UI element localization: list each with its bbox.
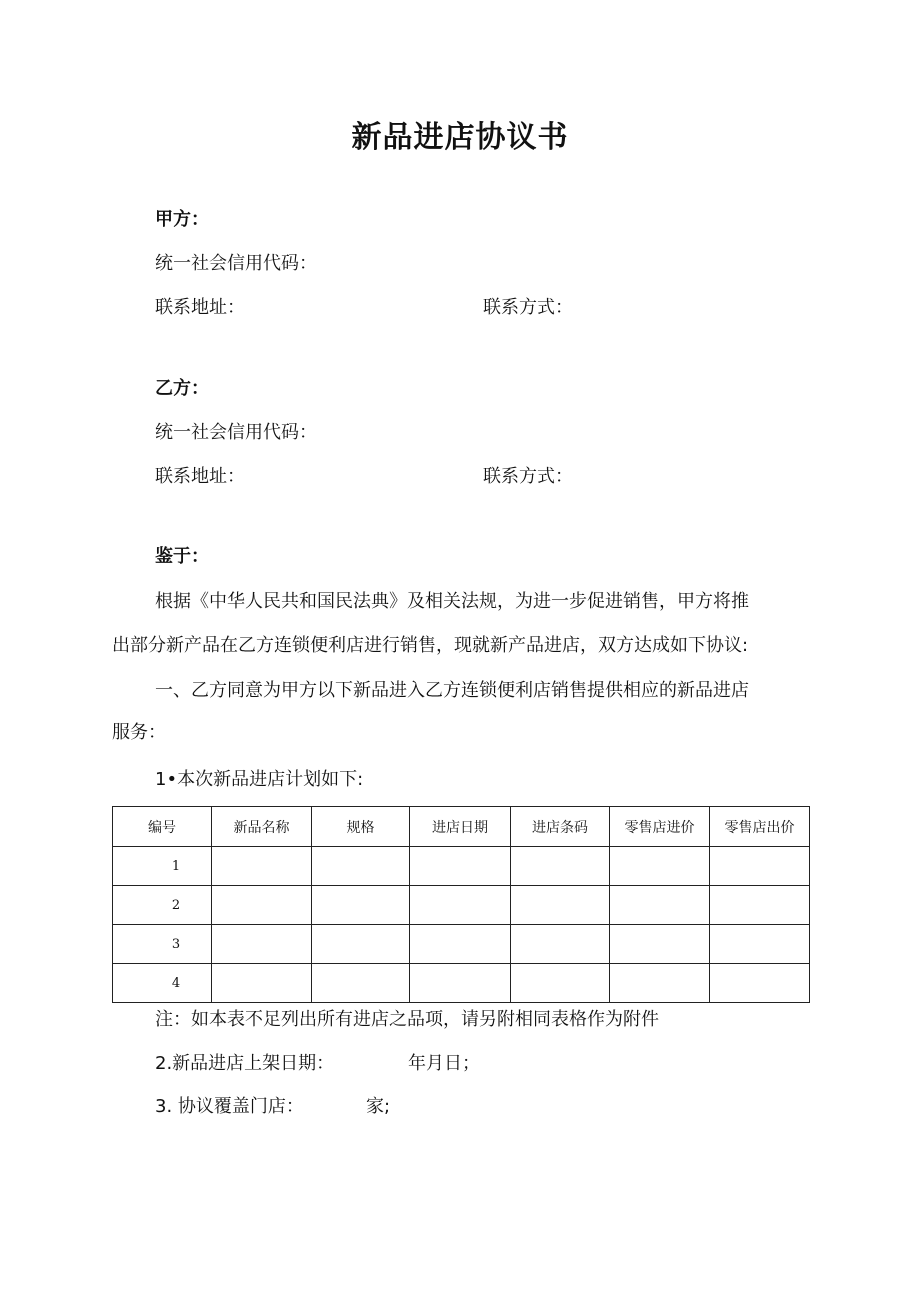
table-cell[interactable] [212, 847, 312, 886]
table-cell[interactable] [511, 847, 610, 886]
table-cell[interactable] [610, 964, 710, 1003]
column-header-no: 编号 [113, 807, 212, 847]
whereas-para1-line2: 出部分新产品在乙方连锁便利店进行销售，现就新产品进店，双方达成如下协议: [112, 635, 749, 656]
table-note: 注：如本表不足列出所有进店之品项，请另附相同表格作为附件 [155, 1009, 659, 1030]
whereas-para1-line1: 根据《中华人民共和国民法典》及相关法规，为进一步促进销售，甲方将推 [155, 591, 749, 612]
table-cell[interactable] [212, 886, 312, 925]
table-row [113, 886, 810, 925]
row-number: 3 [113, 925, 212, 964]
column-header-barcode: 进店条码 [511, 807, 610, 847]
stores-label: 3. 协议覆盖门店： [155, 1096, 304, 1117]
table-cell[interactable] [410, 847, 511, 886]
table-row [113, 847, 810, 886]
party-b-address-label: 联系地址： [155, 466, 245, 487]
party-b-credit-code-label: 统一社会信用代码： [155, 422, 317, 443]
party-a-label: 甲方： [155, 209, 209, 230]
table-row [113, 964, 810, 1003]
party-a-address-label: 联系地址： [155, 297, 245, 318]
column-header-retail-purchase-price: 零售店进价 [610, 807, 710, 847]
column-header-spec: 规格 [312, 807, 410, 847]
party-b-label: 乙方： [155, 378, 209, 399]
table-cell[interactable] [511, 925, 610, 964]
row-number: 4 [113, 964, 212, 1003]
table-cell[interactable] [511, 886, 610, 925]
column-header-retail-sale-price: 零售店出价 [710, 807, 810, 847]
table-cell[interactable] [212, 925, 312, 964]
table-cell[interactable] [610, 847, 710, 886]
table-cell[interactable] [410, 925, 511, 964]
table-cell[interactable] [710, 886, 810, 925]
table-cell[interactable] [312, 847, 410, 886]
document-title: 新品进店协议书 [351, 120, 569, 155]
table-cell[interactable] [410, 964, 511, 1003]
table-cell[interactable] [312, 964, 410, 1003]
table-cell[interactable] [710, 925, 810, 964]
whereas-heading: 鉴于： [155, 546, 209, 567]
stores-suffix: 家; [366, 1096, 391, 1117]
table-cell[interactable] [410, 886, 511, 925]
table-cell[interactable] [610, 886, 710, 925]
shelf-date-label: 2.新品进店上架日期： [155, 1053, 335, 1074]
table-header-row [113, 807, 810, 847]
shelf-date-suffix: 年月日； [408, 1053, 480, 1074]
column-header-entry-date: 进店日期 [410, 807, 511, 847]
party-a-credit-code-label: 统一社会信用代码： [155, 253, 317, 274]
table-row [113, 925, 810, 964]
column-header-product-name: 新品名称 [212, 807, 312, 847]
table-cell[interactable] [312, 886, 410, 925]
row-number: 2 [113, 886, 212, 925]
table-cell[interactable] [511, 964, 610, 1003]
whereas-para2-line2: 服务： [112, 722, 166, 743]
new-product-plan-table [112, 806, 810, 1003]
row-number: 1 [113, 847, 212, 886]
table-cell[interactable] [212, 964, 312, 1003]
party-a-contact-label: 联系方式： [483, 297, 573, 318]
whereas-para2-line1: 一、乙方同意为甲方以下新品进入乙方连锁便利店销售提供相应的新品进店 [155, 680, 749, 701]
table-cell[interactable] [710, 964, 810, 1003]
table-cell[interactable] [312, 925, 410, 964]
plan-intro: 1•本次新品进店计划如下: [155, 769, 364, 790]
party-b-contact-label: 联系方式： [483, 466, 573, 487]
table-cell[interactable] [710, 847, 810, 886]
table-cell[interactable] [610, 925, 710, 964]
